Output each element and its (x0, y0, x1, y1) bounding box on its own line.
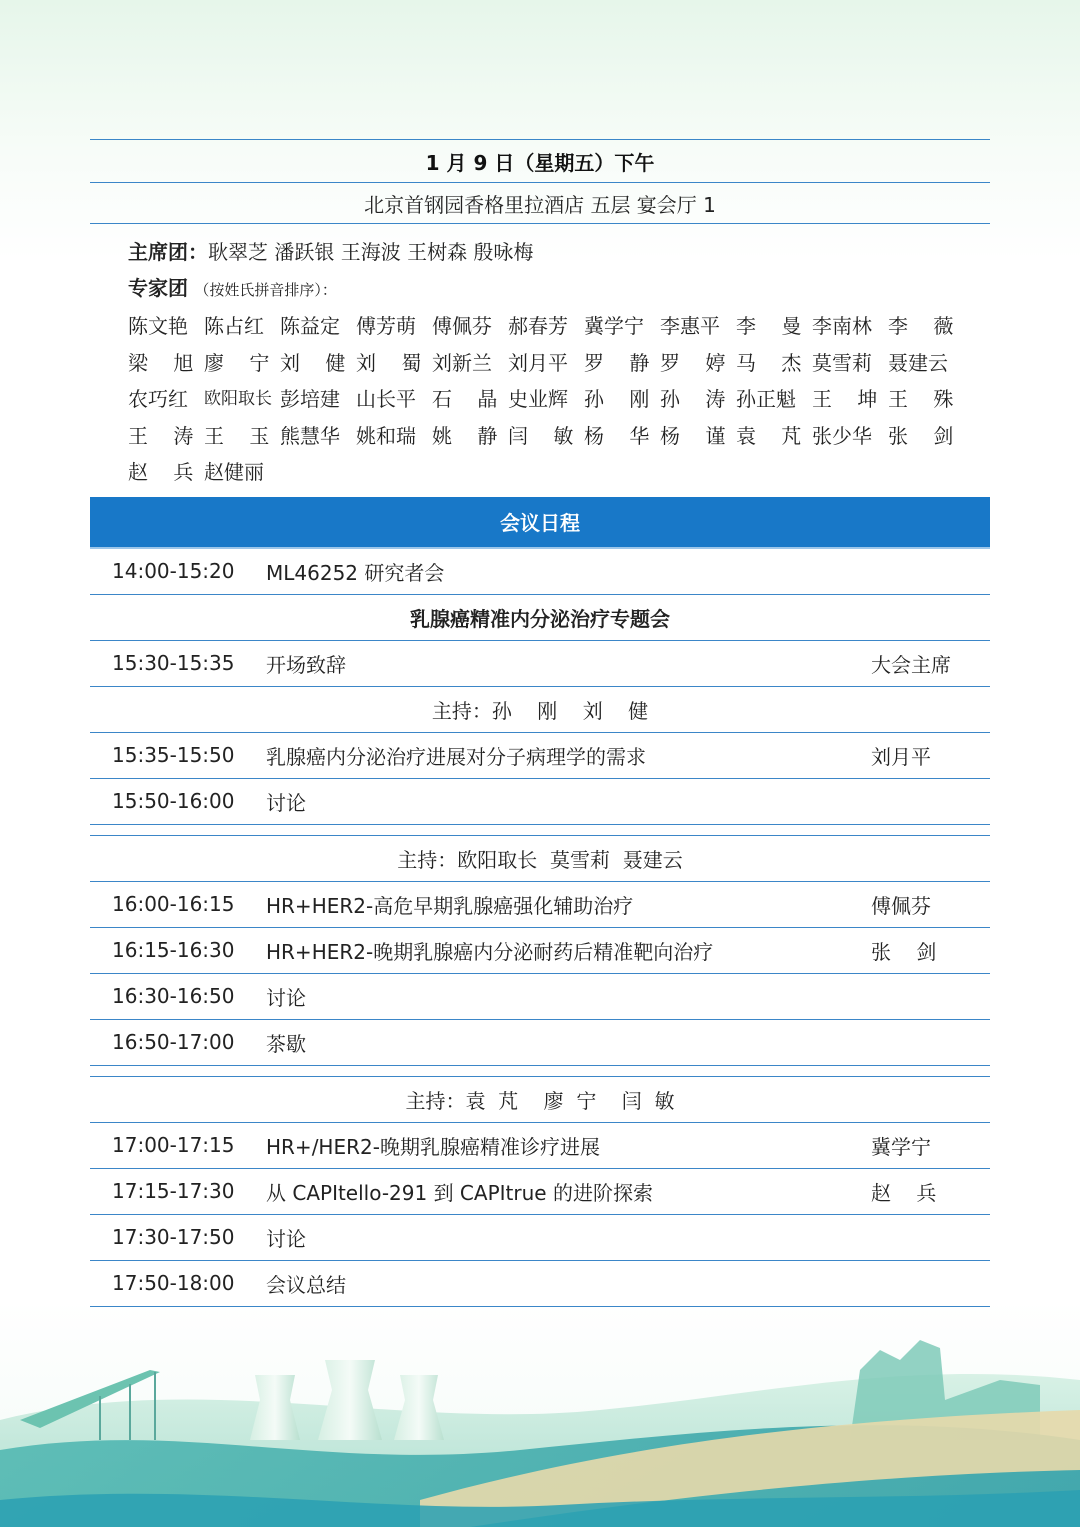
agenda-item (90, 1169, 990, 1215)
agenda-title: 会议日程 (500, 511, 580, 535)
agenda-item (90, 779, 990, 825)
item-topic: HR+HER2-高危早期乳腺癌强化辅助治疗 (266, 893, 634, 918)
expert-name: 孙 刚 (584, 387, 650, 411)
agenda-item (90, 1020, 990, 1066)
item-time: 17:50-18:00 (112, 1271, 235, 1295)
expert-name: 罗 静 (584, 350, 650, 375)
presidium-line (128, 234, 990, 270)
item-topic: 讨论 (266, 1226, 306, 1251)
agenda-item (90, 882, 990, 928)
expert-name: 郝春芳 (508, 314, 568, 338)
item-time: 17:30-17:50 (112, 1225, 235, 1249)
venue-text: 北京首钢园香格里拉酒店 五层 宴会厅 1 (364, 192, 716, 217)
date-line: 1 月 9 日（星期五）下午 (425, 150, 655, 175)
item-topic: HR+/HER2-晚期乳腺癌精准诊疗进展 (266, 1134, 600, 1159)
item-topic: 会议总结 (266, 1272, 346, 1297)
expert-name: 熊慧华 (280, 423, 340, 448)
expert-name: 马 杰 (736, 350, 802, 375)
experts-heading (128, 270, 990, 308)
expert-name: 王 玉 (204, 423, 270, 448)
expert-name: 杨 谨 (660, 423, 726, 448)
expert-name: 张 剑 (888, 423, 954, 448)
expert-name: 莫雪莉 (812, 350, 872, 375)
item-topic: 开场致辞 (266, 652, 346, 677)
expert-name: 彭培建 (280, 387, 340, 411)
item-topic: ML46252 研究者会 (266, 560, 445, 585)
item-time: 16:50-17:00 (112, 1030, 235, 1054)
expert-name: 孙 涛 (660, 387, 726, 411)
session-title: 乳腺癌精准内分泌治疗专题会 (410, 606, 670, 631)
agenda-item (90, 733, 990, 779)
presidium-names: 耿翠芝 潘跃银 王海波 王树森 殷咏梅 (208, 240, 534, 264)
moderator-text: 主持：欧阳取长 莫雪莉 聂建云 (397, 847, 683, 872)
expert-name: 刘 蜀 (356, 350, 422, 375)
item-time: 16:00-16:15 (112, 892, 235, 916)
item-topic: 乳腺癌内分泌治疗进展对分子病理学的需求 (266, 744, 646, 769)
item-speaker: 赵 兵 (871, 1180, 937, 1205)
agenda-item (90, 549, 990, 595)
item-time: 16:30-16:50 (112, 984, 235, 1008)
expert-name: 罗 婷 (660, 350, 726, 375)
agenda-item (90, 641, 990, 687)
expert-name: 王 殊 (888, 387, 954, 411)
date-header (90, 139, 990, 183)
moderator-row (90, 836, 990, 882)
moderator-text: 主持：孙 刚 刘 健 (431, 698, 649, 723)
expert-name: 傅佩芬 (432, 314, 492, 338)
schedule-sheet (90, 139, 990, 1307)
item-time: 16:15-16:30 (112, 938, 235, 962)
expert-name: 梁 旭 (128, 350, 194, 375)
expert-name: 石 晶 (432, 387, 498, 411)
expert-name: 陈占红 (204, 314, 264, 338)
expert-name: 刘月平 (508, 350, 568, 375)
item-speaker: 冀学宁 (871, 1134, 931, 1159)
expert-name: 张少华 (812, 423, 872, 448)
item-time: 15:30-15:35 (112, 651, 235, 675)
item-time: 15:35-15:50 (112, 743, 235, 767)
item-topic: 讨论 (266, 985, 306, 1010)
moderator-row (90, 1077, 990, 1123)
expert-name: 赵健丽 (204, 460, 264, 484)
expert-name: 李 曼 (736, 314, 802, 338)
expert-name: 史业辉 (508, 387, 568, 411)
panel-section (90, 224, 990, 497)
item-topic: 茶歇 (266, 1031, 306, 1056)
item-speaker: 刘月平 (871, 744, 931, 769)
presidium-label: 主席团： (128, 240, 208, 264)
footer-scenery-illustration (0, 1300, 1080, 1527)
expert-name: 姚 静 (432, 423, 498, 448)
agenda-item (90, 974, 990, 1020)
expert-name: 刘 健 (280, 350, 346, 375)
item-time: 17:00-17:15 (112, 1133, 235, 1157)
cooling-tower (394, 1375, 444, 1440)
agenda-title-bar (90, 497, 990, 549)
item-time: 14:00-15:20 (112, 559, 235, 583)
item-topic: HR+HER2-晚期乳腺癌内分泌耐药后精准靶向治疗 (266, 939, 714, 964)
moderator-text: 主持：袁 芃 廖 宁 闫 敏 (405, 1088, 675, 1113)
expert-name: 冀学宁 (584, 314, 644, 338)
expert-name: 傅芳萌 (356, 314, 416, 338)
item-time: 17:15-17:30 (112, 1179, 235, 1203)
session-title-row (90, 595, 990, 641)
experts-label: 专家团 (128, 276, 188, 300)
agenda-item (90, 928, 990, 974)
item-topic: 从 CAPItello-291 到 CAPItrue 的进阶探索 (266, 1180, 653, 1205)
item-speaker: 张 剑 (871, 939, 937, 964)
agenda-item (90, 1215, 990, 1261)
expert-name: 杨 华 (584, 423, 650, 448)
item-speaker: 大会主席 (871, 652, 951, 677)
expert-name: 农巧红 (128, 387, 188, 411)
experts-grid (128, 308, 990, 491)
experts-note: （按姓氏拼音排序）： (194, 281, 337, 299)
expert-name: 李 薇 (888, 314, 954, 338)
cooling-tower (318, 1360, 382, 1440)
item-time: 15:50-16:00 (112, 789, 235, 813)
expert-name: 李南林 (812, 314, 872, 338)
expert-name: 陈益定 (280, 314, 340, 338)
expert-name: 闫 敏 (508, 423, 574, 448)
expert-name: 刘新兰 (432, 350, 492, 375)
expert-name: 聂建云 (888, 350, 948, 375)
expert-name: 李惠平 (660, 314, 720, 338)
section-gap (90, 1066, 990, 1077)
venue-row (90, 183, 990, 224)
expert-name: 袁 芃 (736, 423, 802, 448)
expert-name: 王 涛 (128, 423, 194, 448)
item-topic: 讨论 (266, 790, 306, 815)
expert-name: 欧阳取长 (204, 389, 272, 409)
expert-name: 山长平 (356, 387, 416, 411)
item-speaker: 傅佩芬 (871, 893, 931, 918)
expert-name: 王 坤 (812, 387, 878, 411)
expert-name: 廖 宁 (204, 350, 270, 375)
expert-name: 姚和瑞 (356, 423, 416, 448)
section-gap (90, 825, 990, 836)
expert-name: 赵 兵 (128, 460, 194, 484)
expert-name: 孙正魁 (736, 387, 796, 411)
agenda-item (90, 1123, 990, 1169)
moderator-row (90, 687, 990, 733)
expert-name: 陈文艳 (128, 314, 188, 338)
